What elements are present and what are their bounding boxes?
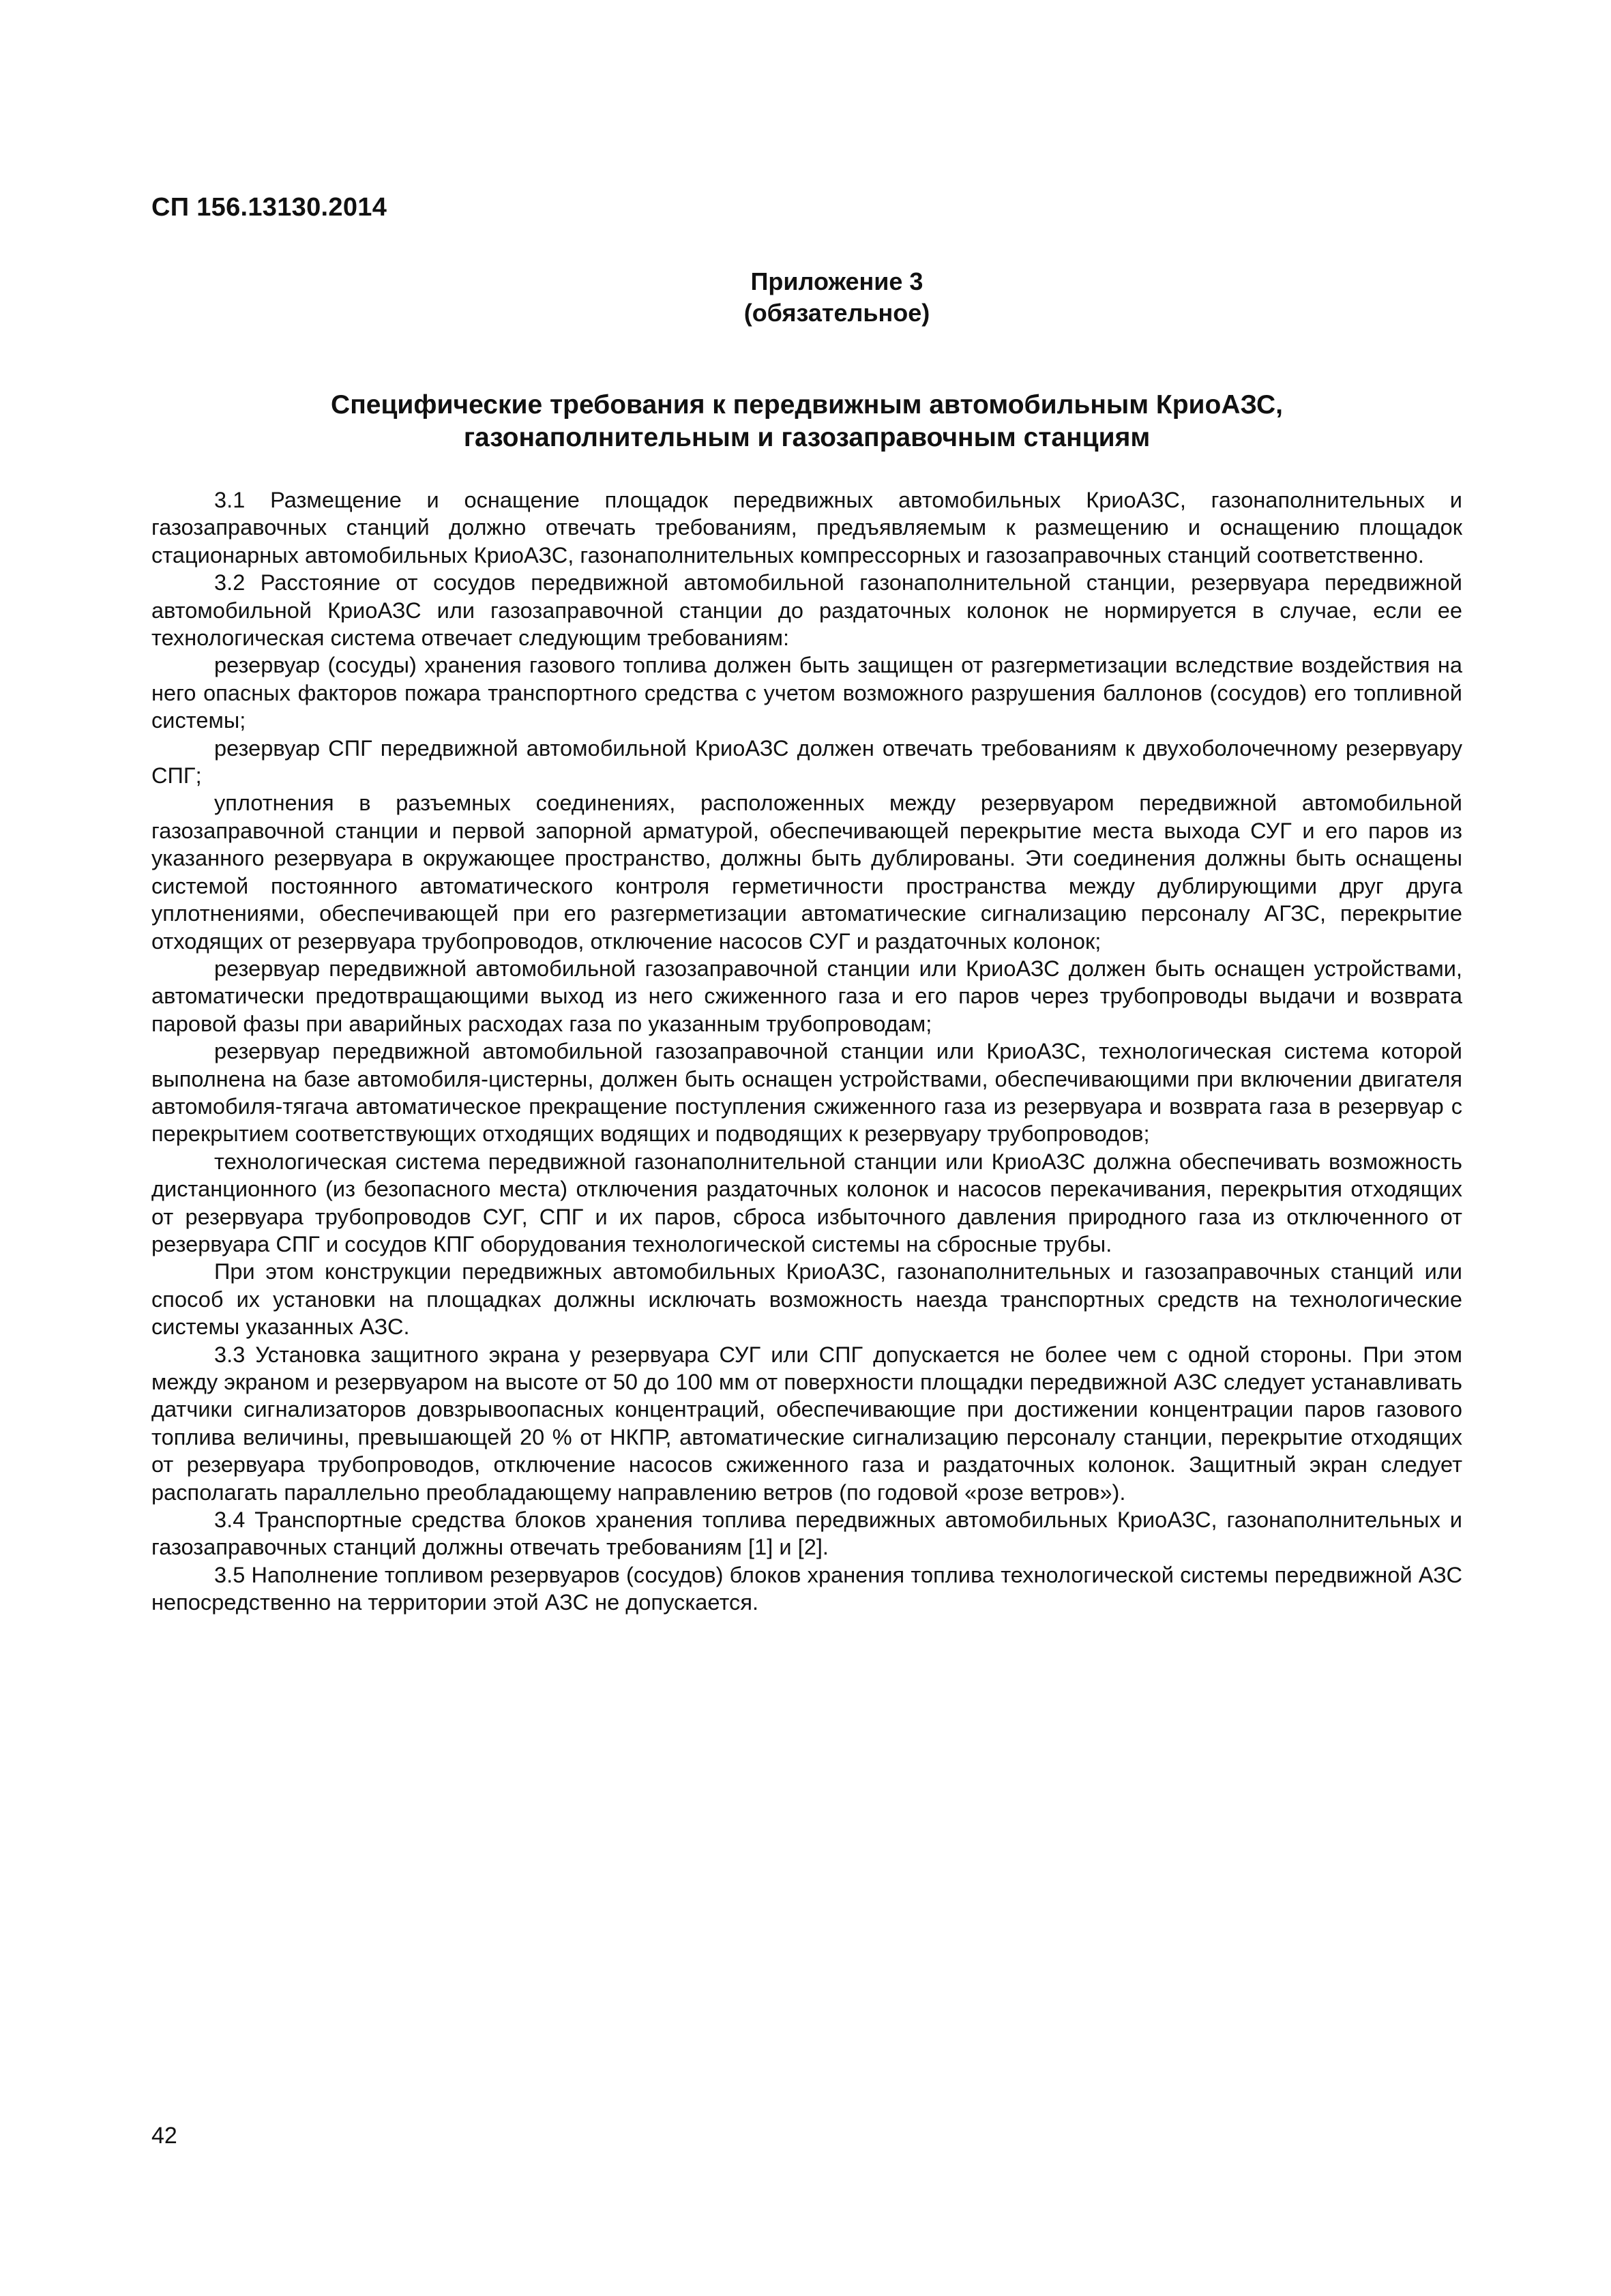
paragraph-note: При этом конструкции передвижных автомобильных КриоАЗС, газонаполнительных и газозаправочных станций или способ их установки на площадках должны исключать возможность наезда транспортных средств на технологические системы указанных АЗС. bbox=[151, 1259, 1462, 1340]
section-title-line-2: газонаполнительным и газозаправочным станциям bbox=[463, 423, 1151, 452]
requirement-item: резервуар передвижной автомобильной газозаправочной станции или КриоАЗС, технологическая система которой выполнена на базе автомобиля-цистерны, должен быть оснащен устройствами, обеспечивающими при включении двигателя автомобиля-тягача автоматическое прекращение поступления сжиженного газа из резервуара и возврата газа в резервуар с перекрытием соответствующих отходящих водящих и подводящих к резервуару трубопроводов; bbox=[151, 1039, 1462, 1147]
requirement-item: резервуар СПГ передвижной автомобильной КриоАЗС должен отвечать требованиям к двухоболочечному резервуару СПГ; bbox=[151, 735, 1462, 789]
appendix-heading bbox=[0, 266, 1611, 329]
paragraph-3-5: 3.5 Наполнение топливом резервуаров (сосудов) блоков хранения топлива технологической системы передвижной АЗС непосредственно на территории этой АЗС не допускается. bbox=[151, 1562, 1462, 1615]
paragraph-3-4: 3.4 Транспортные средства блоков хранения топлива передвижных автомобильных КриоАЗС, газонаполнительных и газозаправочных станций должны отвечать требованиям [1] и [2]. bbox=[151, 1507, 1462, 1560]
requirement-item: уплотнения в разъемных соединениях, расположенных между резервуаром передвижной автомобильной газозаправочной станции и первой запорной арматурой, обеспечивающей перекрытие места выхода СУГ и его паров из указанного резервуара в окружающее пространство, должны быть дублированы. Эти соединения должны быть оснащены системой постоянного автоматического контроля герметичности пространства между дублирующими друг друга уплотнениями, обеспечивающей при его разгерметизации автоматические сигнализацию персоналу АГЗС, перекрытие отходящих от резервуара трубопроводов, отключение насосов СУГ и раздаточных колонок; bbox=[151, 791, 1462, 954]
appendix-number: Приложение 3 bbox=[750, 267, 923, 295]
requirement-item: резервуар передвижной автомобильной газозаправочной станции или КриоАЗС должен быть оснащен устройствами, автоматически предотвращающими выход из него сжиженного газа и его паров через трубопроводы выдачи и возврата паровой фазы при аварийных расходах газа по указанным трубопроводам; bbox=[151, 956, 1462, 1036]
document-code: СП 156.13130.2014 bbox=[151, 193, 387, 222]
section-title-line-1: Специфические требования к передвижным автомобильным КриоАЗС, bbox=[331, 390, 1283, 420]
page-number: 42 bbox=[151, 2123, 177, 2149]
requirement-item: технологическая система передвижной газонаполнительной станции или КриоАЗС должна обеспечивать возможность дистанционного (из безопасного места) отключения раздаточных колонок и насосов перекачивания, перекрытия отходящих от резервуара трубопроводов СУГ, СПГ и их паров, сброса избыточного давления природного газа из отключенного от резервуара СПГ и сосудов КПГ оборудования технологической системы на сбросные трубы. bbox=[151, 1149, 1462, 1256]
body-text bbox=[151, 486, 1462, 1617]
appendix-status: (обязательное) bbox=[743, 299, 930, 327]
paragraph-3-3: 3.3 Установка защитного экрана у резервуара СУГ или СПГ допускается не более чем с одной стороны. При этом между экраном и резервуаром на высоте от 50 до 100 мм от поверхности площадки передвижной АЗС следует устанавливать датчики сигнализаторов довзрывоопасных концентраций, обеспечивающие при достижении концентрации паров газового топлива величины, превышающей 20 % от НКПР, автоматические сигнализацию персоналу станции, перекрытие отходящих от резервуара трубопроводов, отключение насосов сжиженного газа и раздаточных колонок. Защитный экран следует располагать параллельно преобладающему направлению ветров (по годовой «розе ветров»). bbox=[151, 1342, 1462, 1505]
paragraph-3-1: 3.1 Размещение и оснащение площадок передвижных автомобильных КриоАЗС, газонаполнительных и газозаправочных станций должно отвечать требованиям, предъявляемым к размещению и оснащению площадок стационарных автомобильных КриоАЗС, газонаполнительных компрессорных и газозаправочных станций соответственно. bbox=[151, 488, 1462, 568]
requirement-item: резервуар (сосуды) хранения газового топлива должен быть защищен от разгерметизации вследствие воздействия на него опасных факторов пожара транспортного средства с учетом возможного разрушения баллонов (сосудов) его топливной системы; bbox=[151, 653, 1462, 733]
section-title bbox=[151, 389, 1462, 454]
paragraph-3-2: 3.2 Расстояние от сосудов передвижной автомобильной газонаполнительной станции, резервуара передвижной автомобильной КриоАЗС или газозаправочной станции до раздаточных колонок не нормируется в случае, если ее технологическая система отвечает следующим требованиям: bbox=[151, 570, 1462, 651]
